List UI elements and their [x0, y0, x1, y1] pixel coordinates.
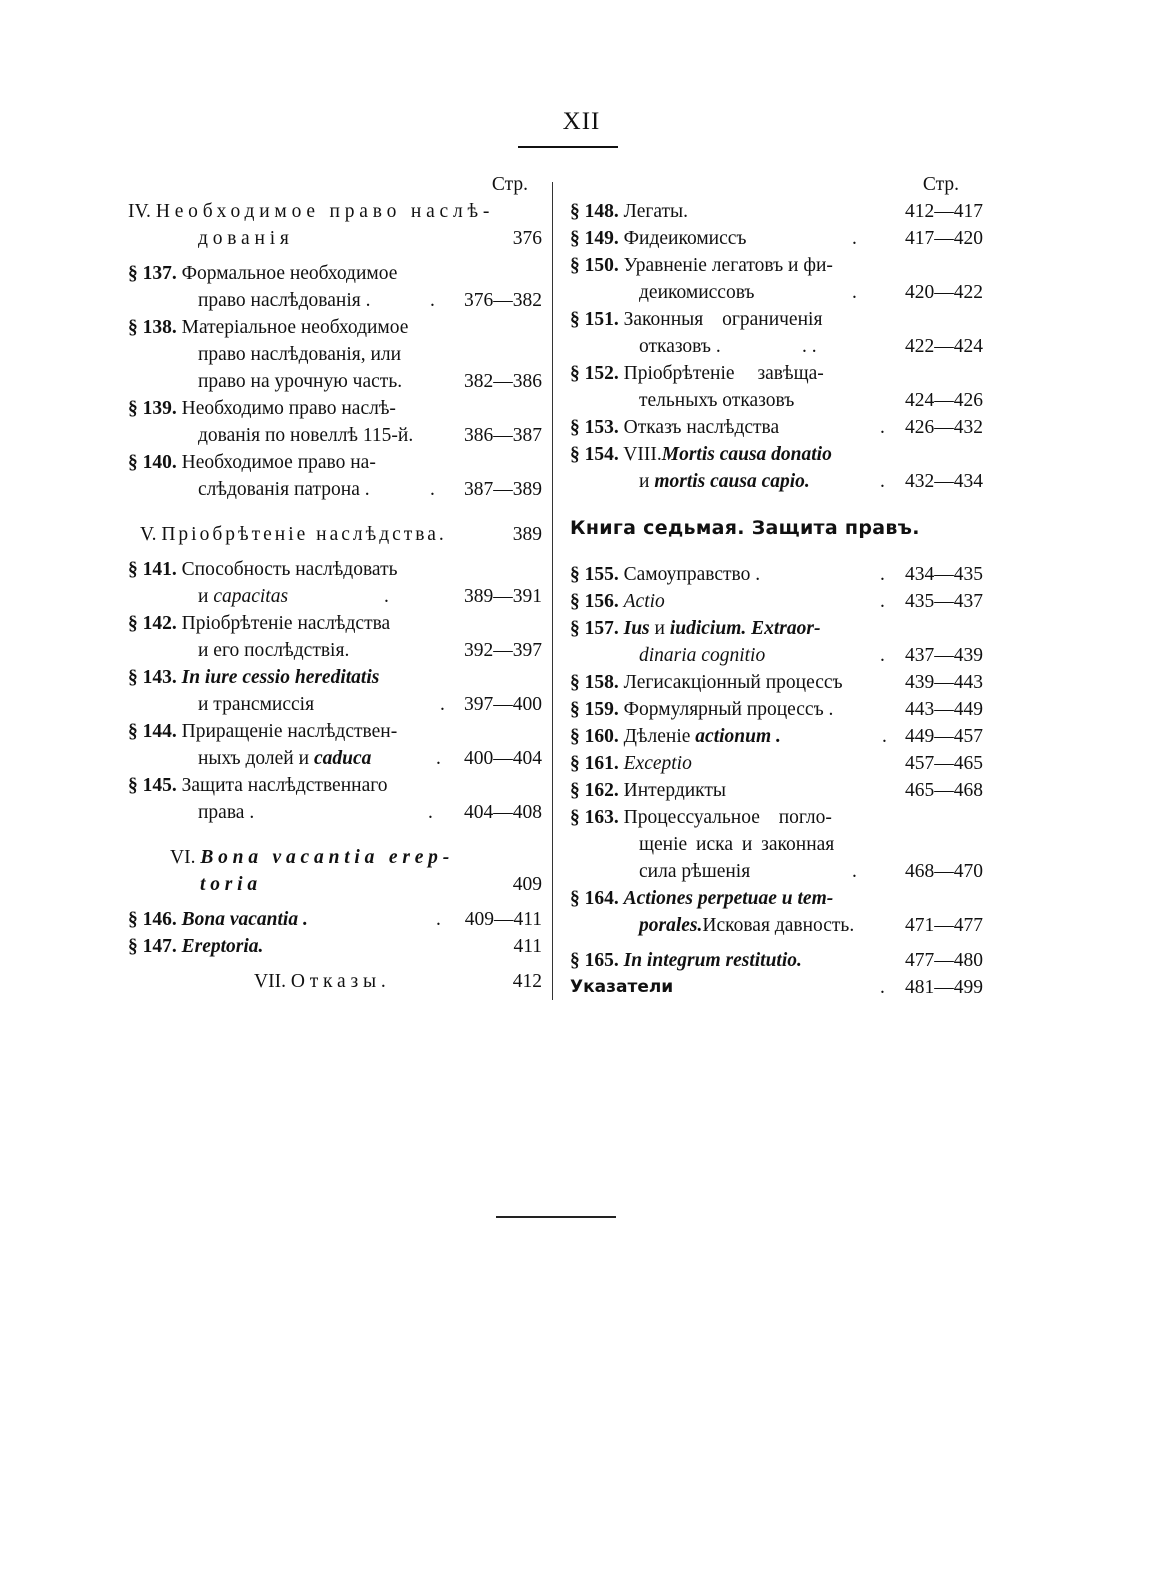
toc-entry-s148[interactable]: § 148. Легаты. 412—417	[570, 201, 983, 222]
page-number-rule	[518, 146, 618, 148]
toc-entry-index[interactable]: Указатели . 481—499	[570, 977, 983, 998]
toc-left-column	[128, 171, 542, 995]
toc-entry-s161[interactable]: § 161. Exceptio 457—465	[570, 753, 983, 774]
toc-entry-part-6[interactable]: VI. Bona vacantia erep- toria 409	[170, 847, 542, 895]
pages-column-heading-right: Стр.	[922, 174, 959, 195]
toc-entry-s143[interactable]: § 143. In iure cessio hereditatis и трансмиссія . 397—400	[128, 667, 542, 715]
page-number: XII	[562, 108, 601, 135]
toc-entry-part-7[interactable]: VII. Отказы. 412	[254, 971, 542, 992]
toc-entry-s165[interactable]: § 165. In integrum restitutio. 477—480	[570, 950, 983, 971]
toc-entry-s144[interactable]: § 144. Приращеніе наслѣдствен- ныхъ долей и caduca . 400—404	[128, 721, 542, 769]
toc-entry-s162[interactable]: § 162. Интердикты 465—468	[570, 780, 983, 801]
pages-column-heading: Стр.	[491, 174, 528, 195]
end-rule	[496, 1216, 616, 1218]
toc-entry-s145[interactable]: § 145. Защита наслѣдственнаго права . . 404—408	[128, 775, 542, 823]
book-heading: Книга седьмая. Защита правъ.	[570, 517, 920, 539]
toc-entry-s160[interactable]: § 160. Дѣленіе actionum . . 449—457	[570, 726, 983, 747]
toc-entry-s139[interactable]: § 139. Необходимо право наслѣ- дованія по новеллѣ 115-й. 386—387	[128, 398, 542, 446]
toc-entry-s159[interactable]: § 159. Формулярный процессъ . 443—449	[570, 699, 983, 720]
toc-entry-s156[interactable]: § 156. Actio . 435—437	[570, 591, 983, 612]
toc-entry-s146[interactable]: § 146. Bona vacantia . . 409—411	[128, 909, 542, 930]
toc-entry-s137[interactable]: § 137. Формальное необходимое право наслѣдованія . . 376—382	[128, 263, 542, 311]
toc-entry-s142[interactable]: § 142. Пріобрѣтеніе наслѣдства и его послѣдствія. 392—397	[128, 613, 542, 661]
toc-entry-s158[interactable]: § 158. Легисакціонный процессъ 439—443	[570, 672, 983, 693]
toc-entry-s164[interactable]: § 164. Actiones perpetuae и tem- porales.Исковая давность. 471—477	[570, 888, 983, 936]
toc-entry-s151[interactable]: § 151. Законныя ограниченія отказовъ . . . 422—424	[570, 309, 983, 357]
toc-entry-s138[interactable]: § 138. Матеріальное необходимое право наслѣдованія, или право на урочную часть. 382—386	[128, 317, 542, 392]
column-divider	[552, 182, 553, 1000]
toc-entry-s147[interactable]: § 147. Ereptoria. 411	[128, 936, 542, 957]
toc-entry-s154[interactable]: § 154. VIII.Mortis causa donatio и mortis causa capio. . 432—434	[570, 444, 983, 492]
toc-entry-s152[interactable]: § 152. Пріобрѣтеніе завѣща- тельныхъ отказовъ 424—426	[570, 363, 983, 411]
toc-right-column	[570, 171, 983, 1001]
toc-entry-s153[interactable]: § 153. Отказъ наслѣдства . 426—432	[570, 417, 983, 438]
toc-entry-part-5[interactable]: V. Пріобрѣтеніе наслѣдства. 389	[140, 524, 542, 545]
toc-entry-s155[interactable]: § 155. Самоуправство . . 434—435	[570, 564, 983, 585]
toc-entry-s149[interactable]: § 149. Фидеикомиссъ . 417—420	[570, 228, 983, 249]
toc-entry-s163[interactable]: § 163. Процессуальное погло- щеніе иска и законная сила рѣшенія . 468—470	[570, 807, 983, 882]
toc-entry-s157[interactable]: § 157. Ius и iudicium. Extraor- dinaria cognitio . 437—439	[570, 618, 983, 666]
toc-entry-s150[interactable]: § 150. Уравненіе легатовъ и фи- деикомиссовъ . 420—422	[570, 255, 983, 303]
toc-entry-s140[interactable]: § 140. Необходимое право на- слѣдованія патрона . . 387—389	[128, 452, 542, 500]
toc-entry-part-4[interactable]: IV. Необходимое право наслѣ- дованія 376	[128, 201, 542, 249]
toc-entry-s141[interactable]: § 141. Способность наслѣдовать и capacitas . 389—391	[128, 559, 542, 607]
